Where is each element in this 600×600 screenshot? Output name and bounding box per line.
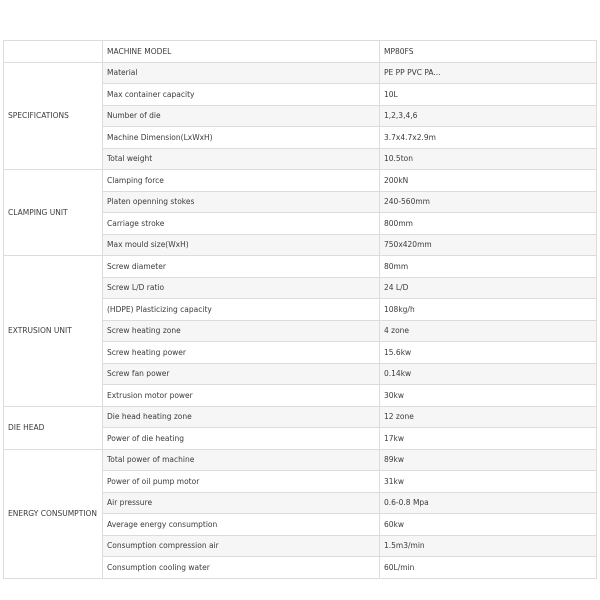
param-cell: Carriage stroke	[103, 213, 380, 235]
param-cell: Machine Dimension(LxWxH)	[103, 127, 380, 149]
category-cell: SPECIFICATIONS	[4, 62, 103, 170]
category-cell: EXTRUSION UNIT	[4, 256, 103, 407]
value-cell: 240-560mm	[380, 191, 597, 213]
value-cell: 24 L/D	[380, 277, 597, 299]
table-row	[4, 449, 597, 471]
param-cell: Screw diameter	[103, 256, 380, 278]
value-cell: 15.6kw	[380, 342, 597, 364]
value-cell: 10.5ton	[380, 148, 597, 170]
category-cell: DIE HEAD	[4, 406, 103, 449]
value-cell: 60L/min	[380, 557, 597, 579]
spec-table	[3, 40, 597, 579]
param-cell: Platen openning stokes	[103, 191, 380, 213]
value-cell: 31kw	[380, 471, 597, 493]
value-cell: 4 zone	[380, 320, 597, 342]
param-cell: Consumption cooling water	[103, 557, 380, 579]
value-cell: 30kw	[380, 385, 597, 407]
value-cell: 3.7x4.7x2.9m	[380, 127, 597, 149]
value-cell: 200kN	[380, 170, 597, 192]
value-cell: 108kg/h	[380, 299, 597, 321]
param-cell: (HDPE) Plasticizing capacity	[103, 299, 380, 321]
param-cell: Air pressure	[103, 492, 380, 514]
spec-table-body	[4, 41, 597, 579]
header-blank-cell	[4, 41, 103, 63]
value-cell: 800mm	[380, 213, 597, 235]
param-cell: Screw fan power	[103, 363, 380, 385]
value-cell: 89kw	[380, 449, 597, 471]
param-cell: Screw heating power	[103, 342, 380, 364]
value-cell: 1.5m3/min	[380, 535, 597, 557]
param-cell: Total power of machine	[103, 449, 380, 471]
header-value-cell: MP80FS	[380, 41, 597, 63]
header-param-cell: MACHINE MODEL	[103, 41, 380, 63]
value-cell: 750x420mm	[380, 234, 597, 256]
table-row	[4, 256, 597, 278]
param-cell: Screw L/D ratio	[103, 277, 380, 299]
param-cell: Average energy consumption	[103, 514, 380, 536]
header-row	[4, 41, 597, 63]
param-cell: Screw heating zone	[103, 320, 380, 342]
spec-table-wrapper	[3, 40, 596, 579]
table-row	[4, 170, 597, 192]
param-cell: Max mould size(WxH)	[103, 234, 380, 256]
value-cell: 0.6-0.8 Mpa	[380, 492, 597, 514]
param-cell: Material	[103, 62, 380, 84]
param-cell: Clamping force	[103, 170, 380, 192]
param-cell: Extrusion motor power	[103, 385, 380, 407]
value-cell: 10L	[380, 84, 597, 106]
table-row	[4, 62, 597, 84]
param-cell: Max container capacity	[103, 84, 380, 106]
value-cell: 0.14kw	[380, 363, 597, 385]
param-cell: Number of die	[103, 105, 380, 127]
param-cell: Die head heating zone	[103, 406, 380, 428]
param-cell: Total weight	[103, 148, 380, 170]
value-cell: 80mm	[380, 256, 597, 278]
category-cell: ENERGY CONSUMPTION	[4, 449, 103, 578]
category-cell: CLAMPING UNIT	[4, 170, 103, 256]
value-cell: 1,2,3,4,6	[380, 105, 597, 127]
param-cell: Consumption compression air	[103, 535, 380, 557]
value-cell: 12 zone	[380, 406, 597, 428]
value-cell: 60kw	[380, 514, 597, 536]
value-cell: PE PP PVC PA...	[380, 62, 597, 84]
value-cell: 17kw	[380, 428, 597, 450]
table-row	[4, 406, 597, 428]
param-cell: Power of oil pump motor	[103, 471, 380, 493]
param-cell: Power of die heating	[103, 428, 380, 450]
